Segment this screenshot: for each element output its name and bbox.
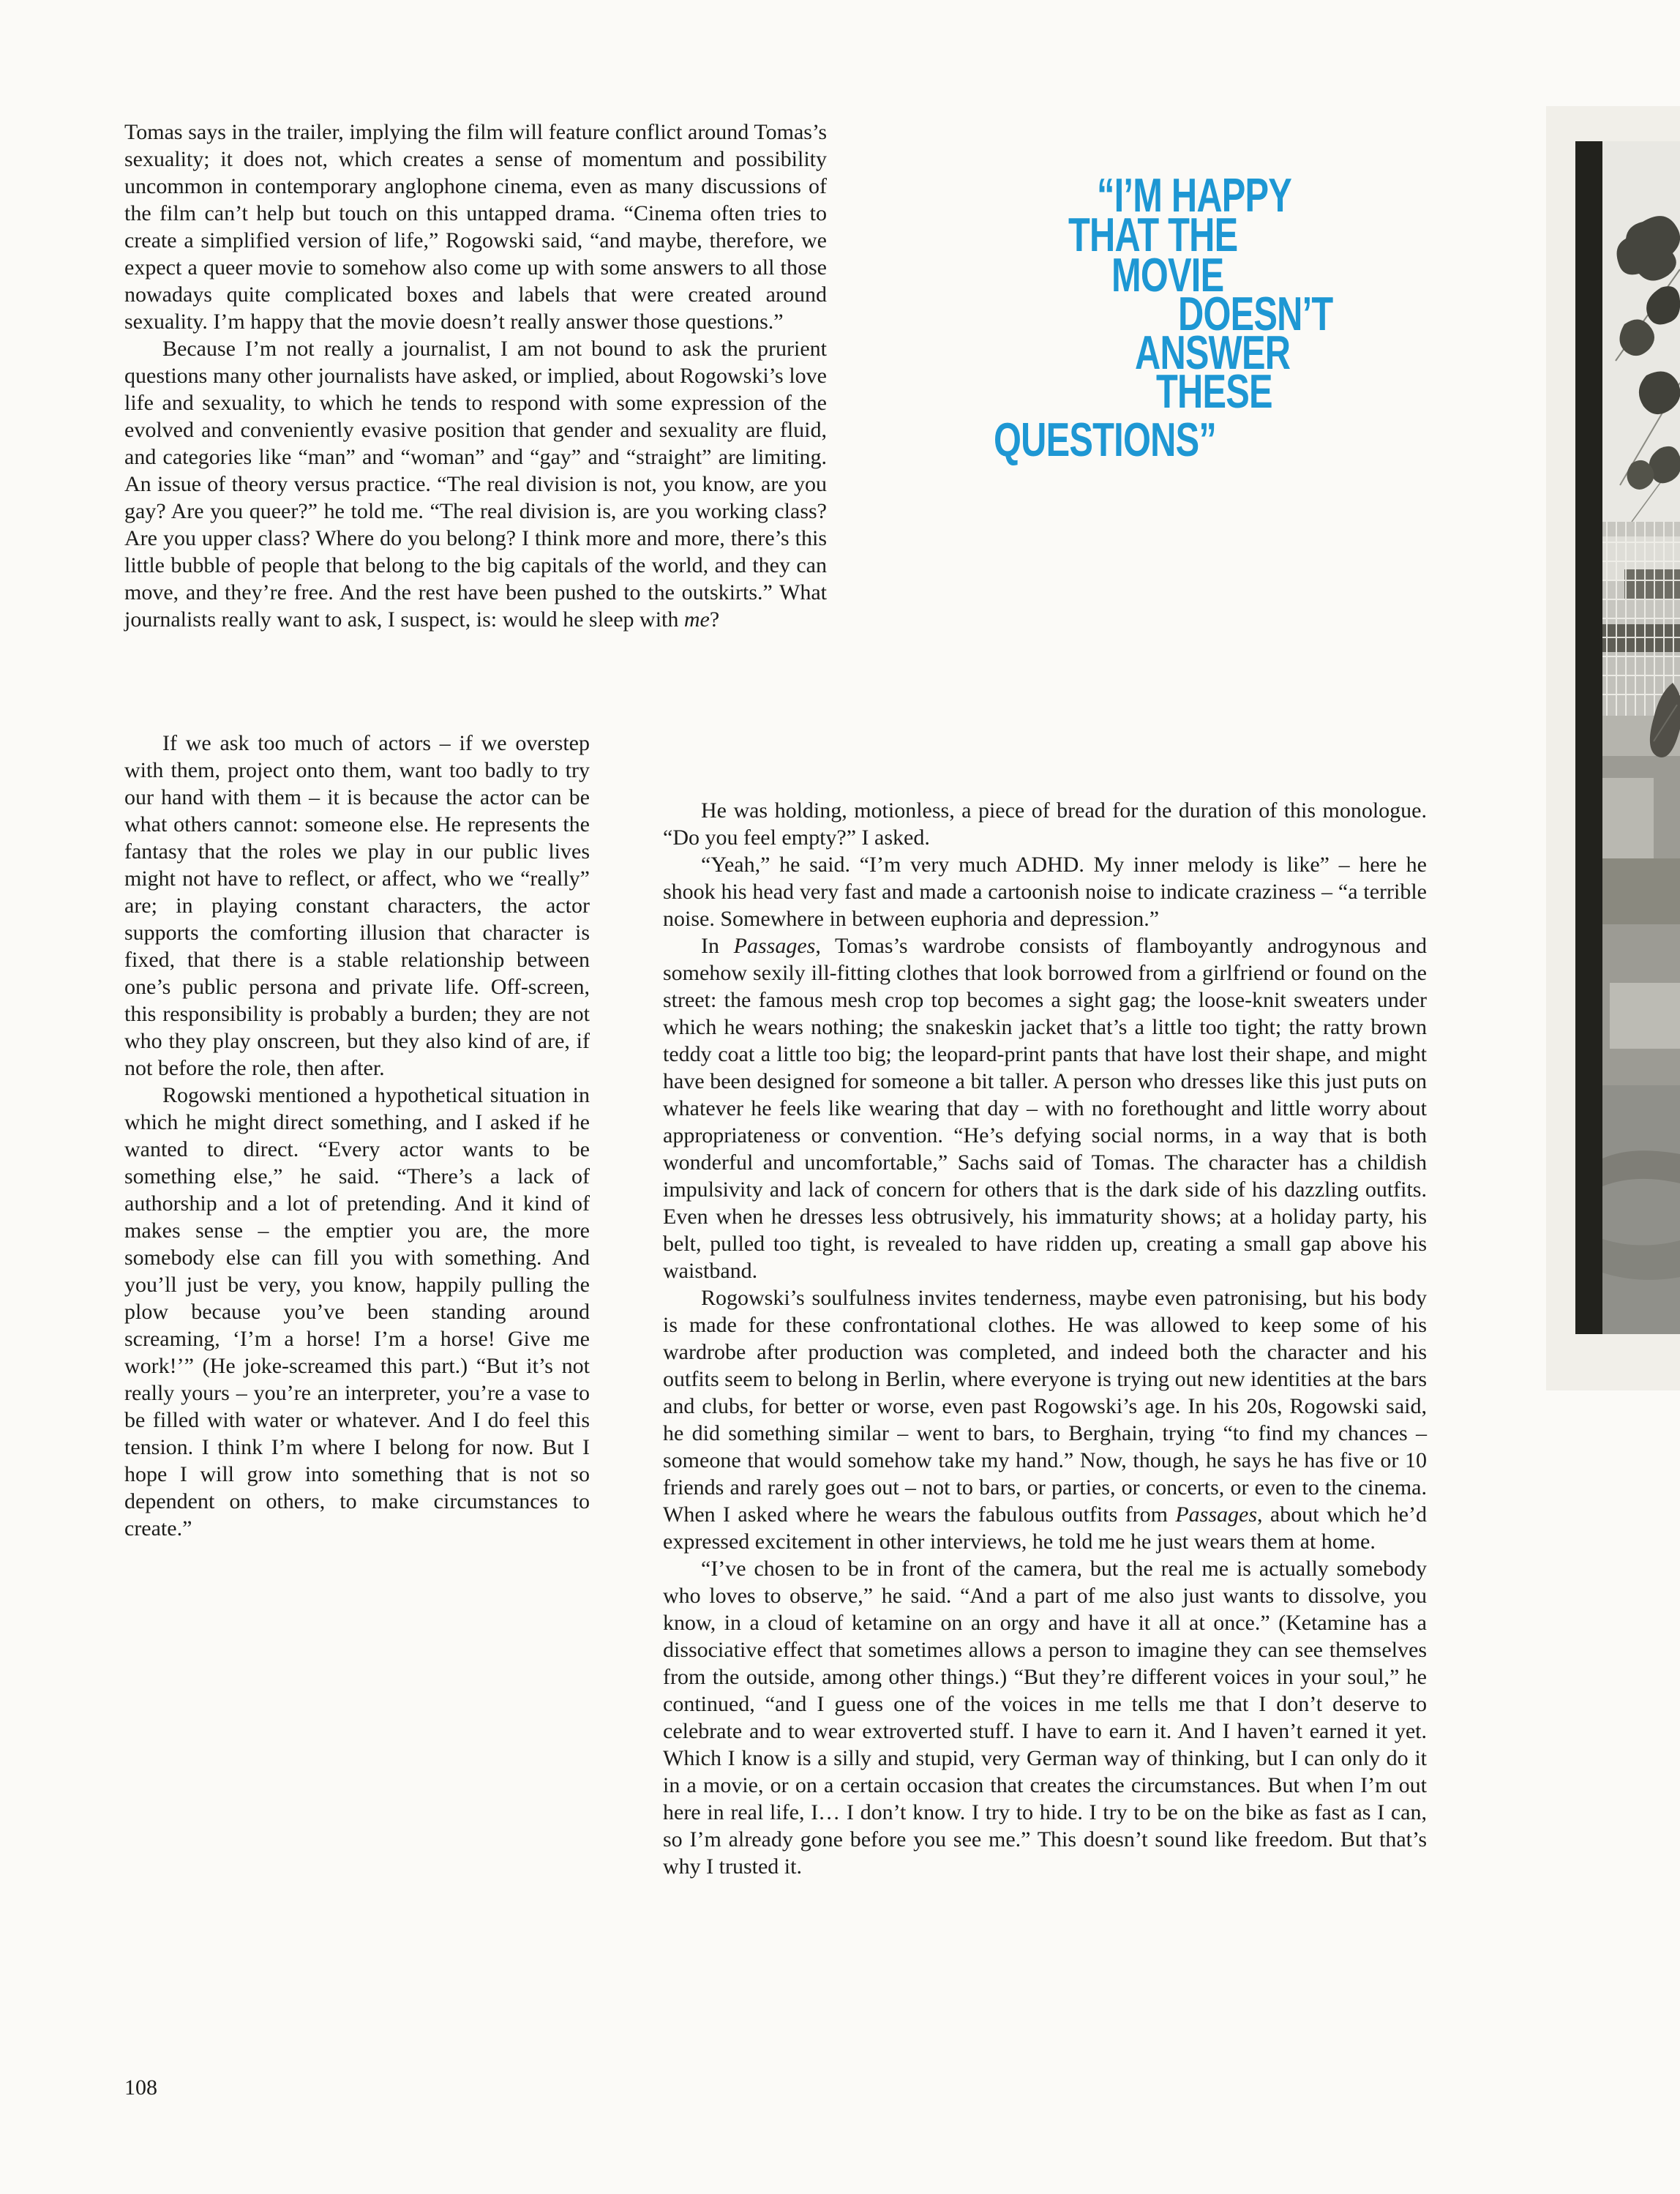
pull-quote-line: THAT THE — [1068, 208, 1238, 261]
landscape-photo-image — [1602, 141, 1680, 1334]
paragraph: He was holding, motionless, a piece of bread for the duration of this monologue. “Do you feel empty?” I asked. — [663, 798, 1427, 850]
pull-quote-line: QUESTIONS” — [994, 413, 1216, 466]
photo-print — [1546, 106, 1680, 1390]
article-intro-column — [124, 119, 827, 730]
paragraph: “Yeah,” he said. “I’m very much ADHD. My inner melody is like” – here he shook his head very fast and made a cartoonish noise to indicate craziness – “a terrible noise. Somewhere in between euphoria and depression.” — [663, 853, 1427, 931]
photo-border-bar — [1575, 141, 1602, 1334]
article-two-columns — [124, 730, 1427, 1880]
pull-quote-line: THESE — [1156, 364, 1272, 418]
pull-quote-line: DOESN’T — [1178, 287, 1333, 340]
paragraph: Rogowski mentioned a hypothetical situation in which he might direct something, and I asked if he wanted to direct. “Every actor wants to be something else,” he said. “There’s a lack of authorship and a lot of pretending. And it kind of makes sense – the emptier you are, the more somebody else can fill you with something. And you’ll just be very, you know, happily pulling the plow because you’ve been standing around screaming, ‘I’m a horse! I’m a horse! Give me work!’” (He joke-screamed this part.) “But it’s not really yours – you’re an interpreter, you’re a vase to be filled with water or whatever. And I do feel this tension. I think I’m where I belong for now. But I hope I will grow into something that is not so dependent on others, to make circumstances to create.” — [124, 1083, 590, 1540]
paragraph: Tomas says in the trailer, implying the film will feature conflict around Tomas’s sexuality; it does not, which creates a sense of momentum and possibility uncommon in contemporary anglophone cinema, even as many discussions of the film can’t help but touch on this untapped drama. “Cinema often tries to create a simplified version of life,” Rogowski said, “and maybe, therefore, we expect a queer movie to somehow also come up with some answers to all those nowadays quite complicated boxes and labels that were created around sexuality. I’m happy that the movie doesn’t really answer those questions.” — [124, 120, 827, 334]
page-number: 108 — [124, 2075, 157, 2100]
pull-quote-line: ANSWER — [1135, 326, 1291, 379]
paragraph: Rogowski’s soulfulness invites tenderness, maybe even patronising, but his body is made for these confrontational clothes. He was allowed to keep some of his wardrobe after production was completed, and indeed both the character and his outfits seem to belong in Berlin, where everyone is trying out new identities at the bars and clubs, for better or worse, even past Rogowski’s age. In his 20s, Rogowski said, he did something similar – went to bars, to Berghain, trying “to find my chances – someone that would somehow take my hand.” Now, though, he says he has five or 10 friends and rarely goes out – not to bars, or parties, or concerts, or even to the cinema. When I asked where he wears the fabulous outfits from Passages, about which he’d expressed excitement in other interviews, he told me he just wears them at home. — [663, 1286, 1427, 1554]
landscape-photo — [1602, 141, 1680, 1334]
paragraph: In Passages, Tomas’s wardrobe consists of flamboyantly androgynous and somehow sexily ill-fitting clothes that look borrowed from a girlfriend or found on the street: the famous mesh crop top becomes a sight gag; the loose-knit sweaters under which he wears nothing; the snakeskin jacket that’s a little too tight; the ratty brown teddy coat a little too big; the leopard-print pants that have lost their shape, and might have been designed for someone a bit taller. A person who dresses like this just puts on whatever he feels like wearing that day – with no forethought and little worry about appropriateness or convention. “He’s defying social norms, in a way that is both wonderful and uncomfortable,” Sachs said of Tomas. The character has a childish impulsivity and lack of concern for others that is the dark side of his dazzling outfits. Even when he dresses less obtrusively, his immaturity shows; at a holiday party, his belt, pulled too tight, is revealed to have ridden up, creating a small gap above his waistband. — [663, 934, 1427, 1283]
paragraph: “I’ve chosen to be in front of the camera, but the real me is actually somebody who loves to observe,” he said. “And a part of me also just wants to dissolve, you know, in a cloud of ketamine on an orgy and have it all at once.” (Ketamine has a dissociative effect that sometimes allows a person to imagine they can see themselves from the outside, among other things.) “But they’re different voices in your soul,” he continued, “and I guess one of the voices in me tells me that I don’t deserve to celebrate and to wear extroverted stuff. I have to earn it. And I haven’t earned it yet. Which I know is a silly and stupid, very German way of thinking, but I can only do it in a movie, or on a certain occasion that creates the circumstances. But when I’m out here in real life, I… I don’t know. I try to hide. I try to be on the bike as fast as I can, so I’m already gone before you see me.” This doesn’t sound like freedom. But that’s why I trusted it. — [663, 1557, 1427, 1879]
article-body — [124, 119, 1427, 1880]
pull-quote-line: MOVIE — [1111, 248, 1224, 302]
article-right-column — [663, 797, 1427, 1880]
pull-quote-line: “I’M HAPPY — [1097, 168, 1292, 222]
paragraph: If we ask too much of actors – if we overstep with them, project onto them, want too badly to try our hand with them – it is because the actor can be what others cannot: someone else. He represents the fantasy that the roles we play in our public lives might not have to reflect, or affect, who we “really” are; in playing constant characters, the actor supports the comforting illusion that character is fixed, that there is a stable relationship between one’s public persona and private life. Off-screen, this responsibility is probably a burden; they are not who they play onscreen, but they also kind of are, if not before the role, then after. — [124, 731, 590, 1080]
article-left-column — [124, 730, 590, 1542]
paragraph: Because I’m not really a journalist, I am not bound to ask the prurient questions many other journalists have asked, or implied, about Rogowski’s love life and sexuality, to which he tends to respond with some expression of the evolved and conveniently evasive position that gender and sexuality are fluid, and categories like “man” and “woman” and “gay” and “straight” are limiting. An issue of theory versus practice. “The real division is not, you know, are you gay? Are you queer?” he told me. “The real division is, are you working class? Are you upper class? Where do you belong? I think more and more, there’s this little bubble of people that belong to the big capitals of the world, and they can move, and they’re free. And the rest have been pushed to the outskirts.” What journalists really want to ask, I suspect, is: would he sleep with me? — [124, 337, 827, 632]
